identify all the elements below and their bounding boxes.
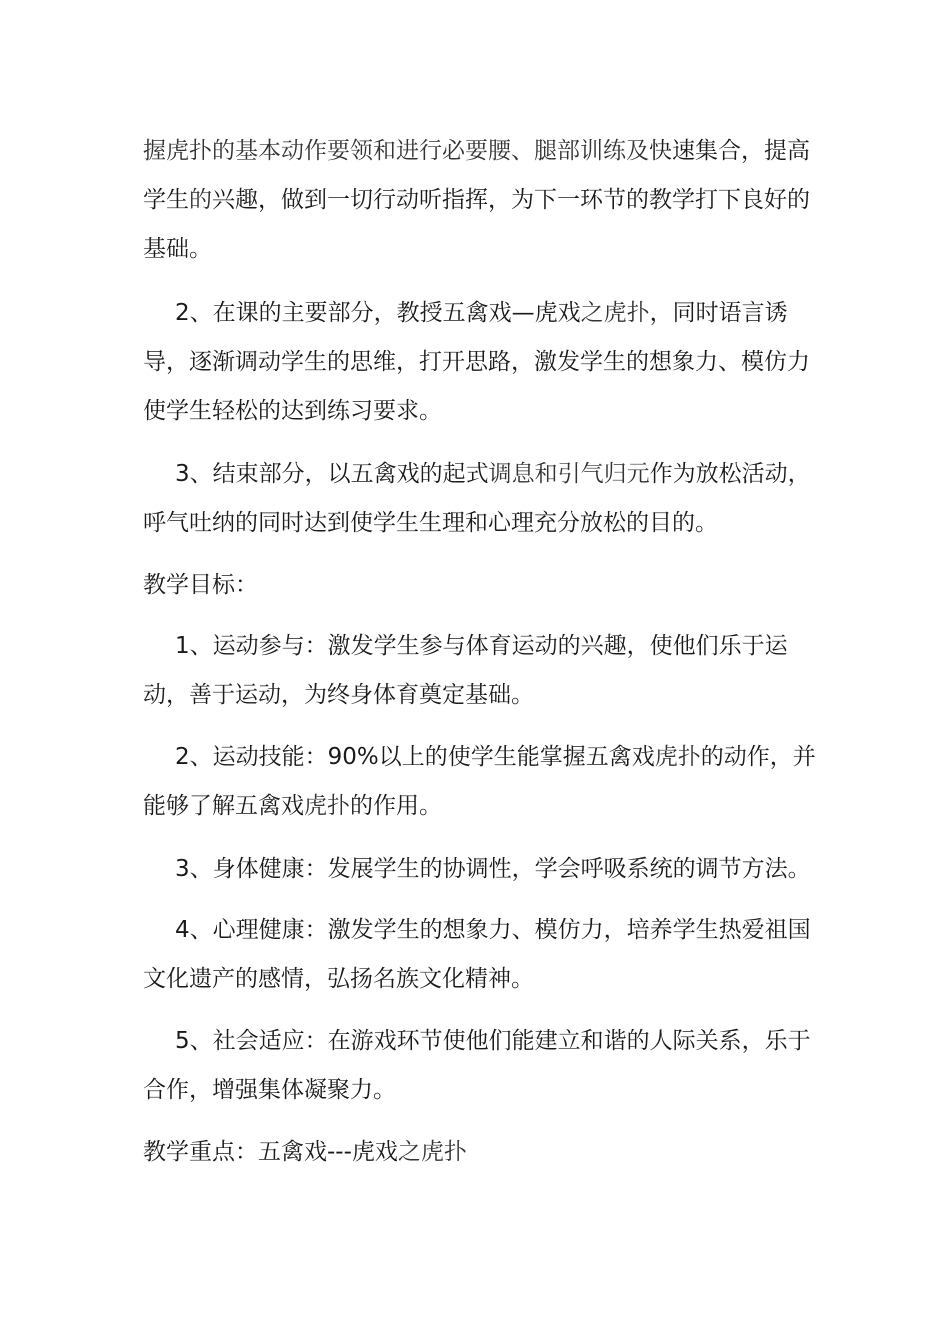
text-run: 之虎扑 bbox=[580, 300, 650, 326]
text-run: 的 bbox=[189, 187, 212, 213]
text-run: 虎扑 bbox=[304, 793, 350, 819]
text-run: 5、社会适应：在游戏环节使他们能建立和谐的人际关系，乐于合作，增强集体凝聚力。 bbox=[143, 1028, 811, 1103]
paragraph-intro bbox=[143, 127, 823, 274]
text-run: 4、心理健康：激发学生的想象力、模仿力，培养学生热爱祖国文化遗产的感情，弘扬名族文化精神。 bbox=[143, 917, 811, 992]
text-run: 3、身体健康：发展学生的协调性，学会呼吸系统的调节方法。 bbox=[175, 856, 811, 882]
heading-teaching-goals bbox=[143, 561, 823, 610]
text-run: 虎扑 bbox=[654, 744, 701, 770]
paragraph-ending-part bbox=[143, 450, 823, 548]
paragraph-main-part bbox=[143, 289, 823, 436]
goal-sport-participation bbox=[143, 622, 823, 720]
goal-physical-health bbox=[143, 845, 823, 894]
text-run: 作为放松活动，呼气吐纳的同时达到使学生生理和心理充分放松的目的。 bbox=[143, 461, 811, 536]
text-run: 之虎扑 bbox=[397, 1139, 467, 1165]
text-run: 教学目标： bbox=[143, 572, 258, 598]
text-run: 调息和引气归元 bbox=[488, 461, 650, 487]
text-run: 3、结束部分，以五禽戏的起式 bbox=[175, 461, 489, 487]
text-run: 的动作，并能够了解五禽戏 bbox=[143, 744, 816, 819]
text-run: ，同时语言诱导，逐渐调动学生的思维，打开思路，激发学生的想象力、模仿力使学生轻松的达到练习要求。 bbox=[143, 300, 810, 424]
teaching-focus bbox=[143, 1128, 823, 1177]
text-run: 兴趣，做到一切行动听指挥，为下一环节的教学打下良好的基础。 bbox=[143, 187, 810, 262]
text-run: 握虎扑的基本动作要领和进行必要腰、腿部训练及 bbox=[143, 138, 649, 164]
goal-social-adaptation bbox=[143, 1017, 823, 1115]
text-run: 1、运动参与：激发学生参与体育运动的兴趣，使他们乐于运动，善于运动，为终身体育奠定基础。 bbox=[143, 633, 788, 708]
goal-sport-skills bbox=[143, 733, 823, 831]
goal-mental-health bbox=[143, 906, 823, 1004]
text-run: 2、在课的主要部分，教授五禽戏—虎戏 bbox=[175, 300, 581, 326]
text-run: 的作用。 bbox=[350, 793, 442, 819]
text-run: 2、运动技能：90%以上的使学生能掌握五禽戏 bbox=[175, 744, 655, 770]
text-run: 快速集合，提高学生 bbox=[143, 138, 810, 213]
text-run: 教学重点：五禽戏---虎戏 bbox=[143, 1139, 398, 1165]
